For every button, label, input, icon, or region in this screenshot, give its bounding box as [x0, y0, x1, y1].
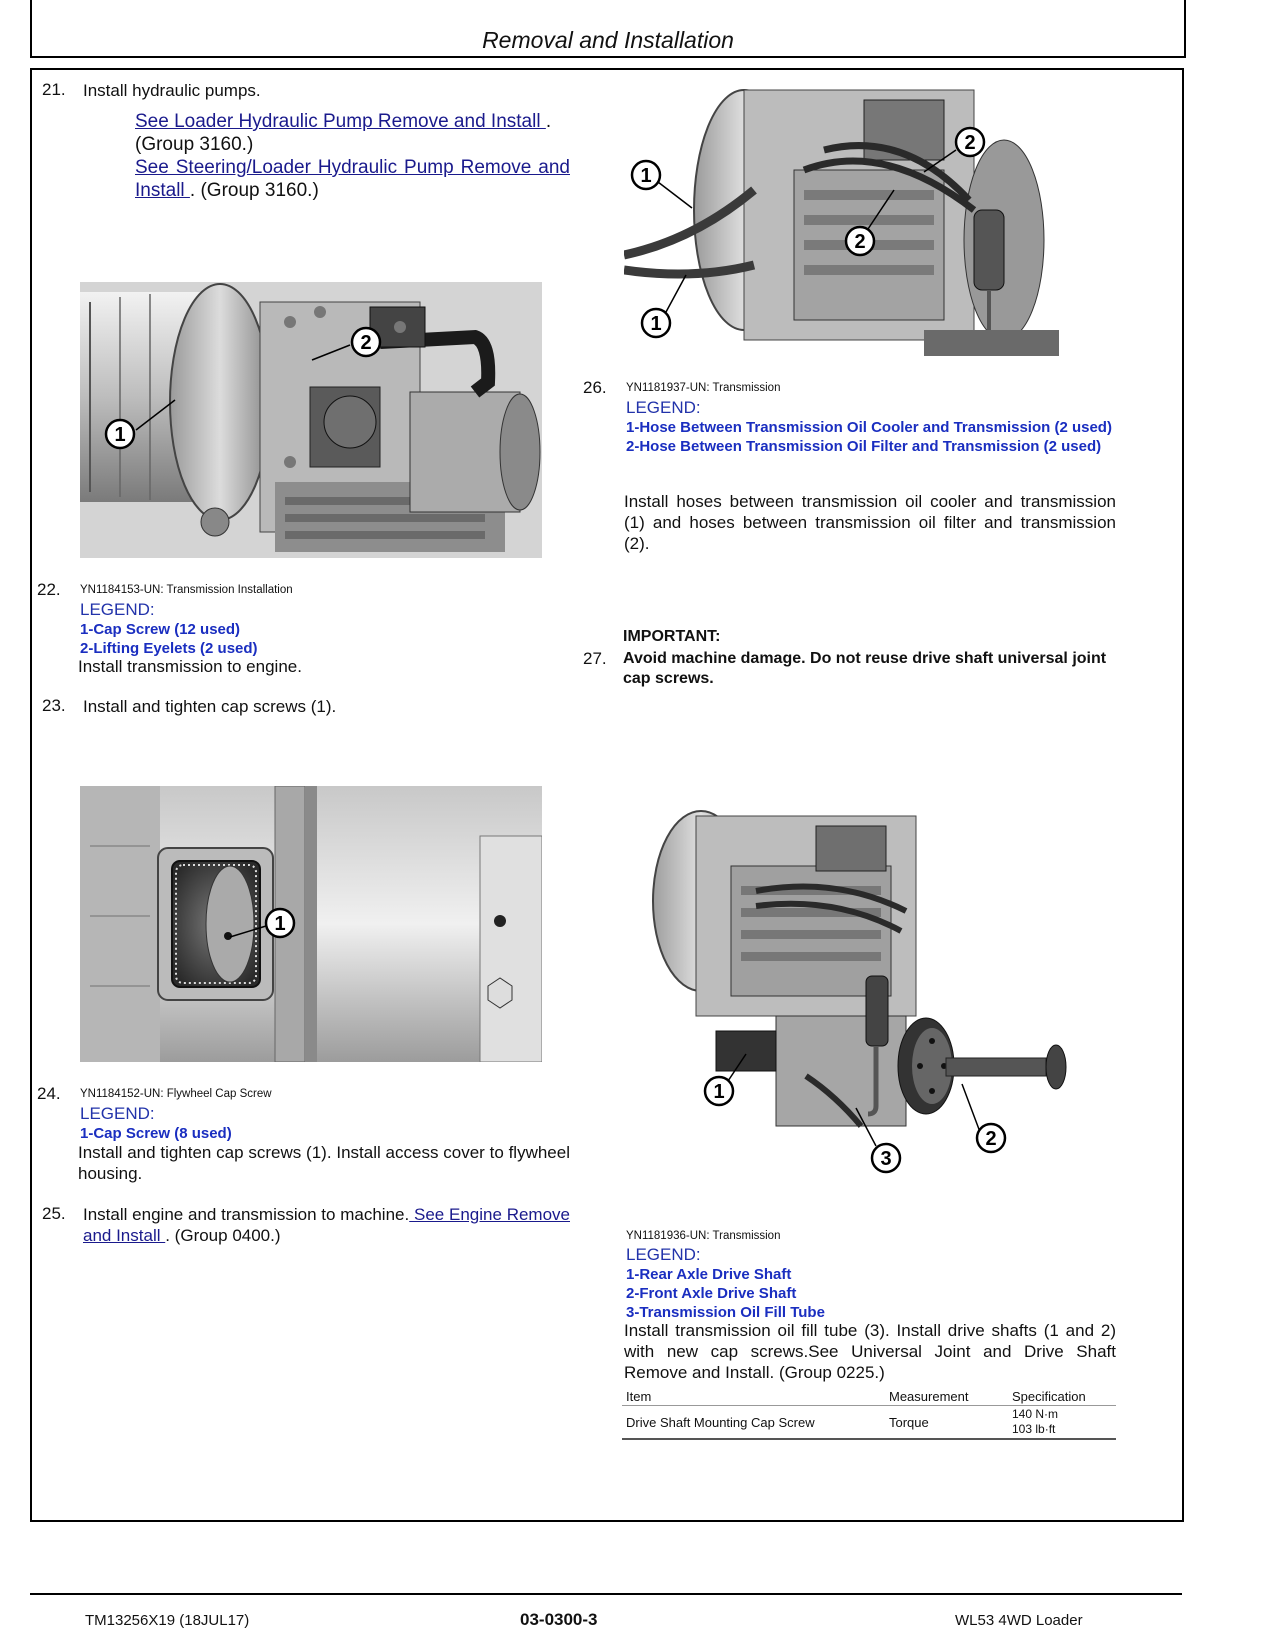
link-suffix: .	[545, 111, 552, 132]
step-24-text: Install and tighten cap screws (1). Install access cover to flywheel housing.	[78, 1143, 570, 1183]
step-number-24: 24.	[37, 1084, 61, 1103]
column-header: Item	[626, 1389, 652, 1404]
step-23-text: Install and tighten cap screws (1).	[83, 697, 337, 716]
step-number-26: 26.	[583, 378, 607, 397]
step-number-25: 25.	[42, 1204, 66, 1223]
step-25-instruction: Install engine and transmission to machine.	[83, 1205, 410, 1224]
spec-item: Drive Shaft Mounting Cap Screw	[626, 1414, 815, 1430]
drive-shaft-figure	[636, 796, 1086, 1176]
figure-caption: YN1181937-UN: Transmission	[626, 382, 781, 394]
spec-imperial: 103 lb·ft	[1012, 1422, 1056, 1436]
step-27-text: Install transmission oil fill tube (3). Install drive shafts (1 and 2) with new cap screws.See Universal Joint and Drive Shaft Remove and Install. (Group 0225.)	[624, 1321, 1116, 1382]
group-ref: (Group 3160.)	[135, 134, 254, 155]
callout-label: 3	[880, 1148, 892, 1170]
important-label: IMPORTANT:	[623, 628, 721, 645]
legend-block	[80, 600, 258, 658]
footer-page-number: 03-0300-3	[520, 1610, 598, 1629]
callout-label: 2	[854, 231, 866, 253]
callout-label: 1	[114, 424, 126, 446]
step-26-text: Install hoses between transmission oil cooler and transmission (1) and hoses between transmission oil filter and transmission (2).	[624, 492, 1116, 553]
page-title: Removal and Installation	[482, 27, 734, 53]
step-number-23: 23.	[42, 696, 66, 715]
legend-item: 1-Hose Between Transmission Oil Cooler and Transmission (2 used)	[626, 419, 1112, 436]
legend-title: LEGEND:	[626, 398, 701, 417]
step-number-27: 27.	[583, 649, 607, 668]
legend-block	[626, 398, 1116, 456]
legend-item: 1-Rear Axle Drive Shaft	[626, 1266, 792, 1283]
step-22-text: Install transmission to engine.	[78, 657, 302, 676]
legend-item: 2-Hose Between Transmission Oil Filter and Transmission (2 used)	[626, 438, 1102, 455]
header-frame	[30, 0, 1186, 58]
callout-label: 2	[964, 132, 976, 154]
flywheel-cap-screw-figure	[80, 786, 542, 1062]
figure-caption: YN1181936-UN: Transmission	[626, 1230, 781, 1242]
step-number-21: 21.	[42, 80, 66, 99]
table-header-row	[622, 1388, 1116, 1406]
transmission-installation-figure	[80, 282, 542, 558]
footer-doc-id: TM13256X19 (18JUL17)	[85, 1612, 250, 1629]
legend-title: LEGEND:	[80, 600, 155, 619]
legend-block	[80, 1104, 232, 1143]
engine-remove-install-link[interactable]: See Engine Remove and Install	[83, 1205, 570, 1245]
footer-model: WL53 4WD Loader	[955, 1612, 1083, 1629]
callout-label: 2	[985, 1128, 997, 1150]
step-21-references	[135, 110, 570, 202]
spec-value	[1008, 1406, 1116, 1440]
legend-title: LEGEND:	[80, 1104, 155, 1123]
legend-item: 1-Cap Screw (12 used)	[80, 621, 241, 638]
spec-metric: 140 N·m	[1012, 1407, 1059, 1421]
step-25-text	[83, 1204, 570, 1246]
callout-label: 1	[713, 1081, 725, 1103]
callout-label: 1	[274, 913, 286, 935]
step-21-text: Install hydraulic pumps.	[83, 81, 261, 100]
legend-block	[626, 1245, 825, 1322]
callout-label: 1	[650, 313, 662, 335]
legend-item: 3-Transmission Oil Fill Tube	[626, 1304, 825, 1321]
figure-caption: YN1184153-UN: Transmission Installation	[80, 584, 293, 596]
figure-caption: YN1184152-UN: Flywheel Cap Screw	[80, 1088, 272, 1100]
legend-title: LEGEND:	[626, 1245, 701, 1264]
legend-item: 2-Lifting Eyelets (2 used)	[80, 640, 258, 657]
loader-pump-link[interactable]: See Loader Hydraulic Pump Remove and Install	[135, 111, 546, 132]
transmission-hoses-figure	[624, 80, 1059, 356]
legend-item: 1-Cap Screw (8 used)	[80, 1125, 232, 1142]
steering-pump-link[interactable]: See Steering/Loader Hydraulic Pump Remove and Install	[135, 157, 570, 201]
important-warning: Avoid machine damage. Do not reuse drive shaft universal joint cap screws.	[623, 650, 1107, 687]
spec-measurement: Torque	[889, 1414, 929, 1430]
step-number-22: 22.	[37, 580, 61, 599]
link-suffix: . (Group 0400.)	[165, 1226, 281, 1245]
column-header: Specification	[1012, 1389, 1086, 1404]
callout-label: 2	[360, 332, 372, 354]
torque-spec-table	[622, 1388, 1116, 1440]
footer-divider	[30, 1593, 1182, 1595]
column-header: Measurement	[889, 1389, 969, 1404]
legend-item: 2-Front Axle Drive Shaft	[626, 1285, 797, 1302]
link-suffix: . (Group 3160.)	[189, 180, 319, 201]
table-row	[622, 1406, 1116, 1440]
callout-label: 1	[640, 165, 652, 187]
